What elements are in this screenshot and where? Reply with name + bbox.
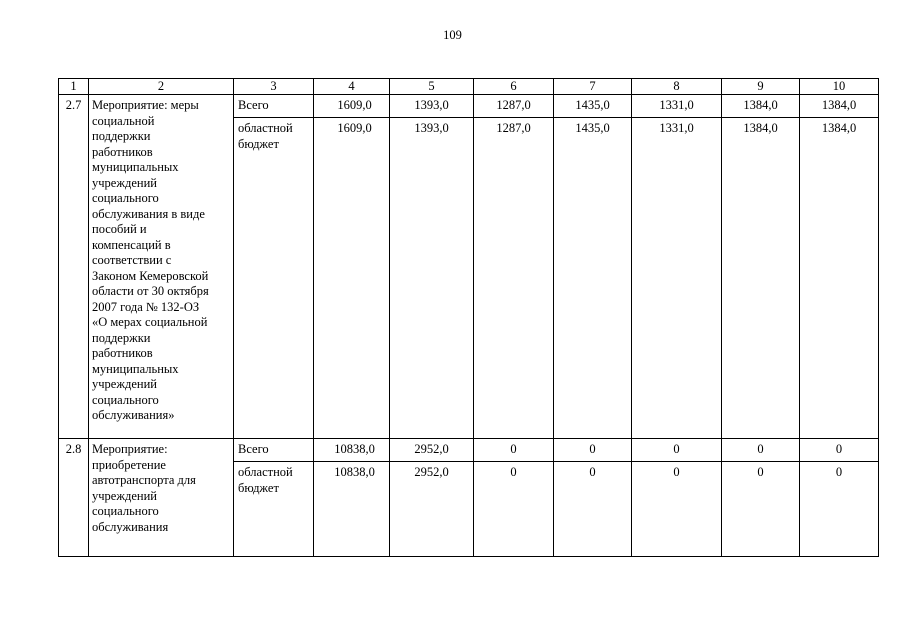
value-cell: 0	[632, 439, 722, 462]
description-line: муниципальных	[92, 361, 179, 376]
description-line: пособий и	[92, 222, 147, 236]
value-cell: 0	[554, 462, 632, 557]
column-header: 5	[390, 79, 474, 95]
value-cell: 0	[632, 462, 722, 557]
value-cell: 1384,0	[800, 118, 879, 439]
column-header: 3	[234, 79, 314, 95]
description-line: Законом Кемеровской	[92, 268, 209, 283]
value-cell: 1393,0	[390, 95, 474, 118]
value-cell: 0	[474, 462, 554, 557]
description-line: учреждений	[92, 488, 157, 503]
description-line: обслуживания	[92, 519, 169, 534]
row-number: 2.8	[59, 439, 89, 557]
funding-source-label: областной	[238, 465, 293, 479]
value-cell: 2952,0	[390, 462, 474, 557]
page-number: 109	[443, 28, 462, 42]
description-line: обслуживания»	[92, 408, 175, 422]
column-header: 4	[314, 79, 390, 95]
funding-source	[234, 118, 314, 439]
description-line: области от 30 октября	[92, 284, 209, 298]
description-line: социального	[92, 191, 159, 205]
column-header: 6	[474, 79, 554, 95]
description-line: 2007 года № 132-ОЗ	[92, 299, 200, 314]
description-line: соответствии с	[92, 253, 172, 267]
value-cell: 10838,0	[314, 439, 390, 462]
value-cell: 10838,0	[314, 462, 390, 557]
value-cell: 1609,0	[314, 95, 390, 118]
row-number: 2.7	[59, 95, 89, 439]
description-line: Мероприятие: меры	[92, 98, 199, 112]
value-cell: 1384,0	[722, 95, 800, 118]
description-line: социального	[92, 504, 159, 518]
funding-source	[234, 439, 314, 462]
value-cell: 1435,0	[554, 118, 632, 439]
funding-source-label: бюджет	[238, 136, 279, 151]
value-cell: 2952,0	[390, 439, 474, 462]
value-cell: 1435,0	[554, 95, 632, 118]
value-cell: 0	[722, 462, 800, 557]
measure-description	[89, 439, 234, 557]
description-line: «О мерах социальной	[92, 315, 208, 329]
description-line: компенсаций в	[92, 237, 171, 252]
value-cell: 1287,0	[474, 118, 554, 439]
description-line: социальной	[92, 113, 155, 128]
description-line: поддержки	[92, 129, 151, 143]
value-cell: 0	[800, 439, 879, 462]
description-line: социального	[92, 392, 159, 407]
description-line: работников	[92, 144, 153, 159]
description-line: работников	[92, 346, 153, 360]
value-cell: 1384,0	[800, 95, 879, 118]
column-header: 7	[554, 79, 632, 95]
funding-source-label: Всего	[238, 98, 269, 112]
value-cell: 1609,0	[314, 118, 390, 439]
measure-description	[89, 95, 234, 439]
column-header: 10	[800, 79, 879, 95]
funding-source-label: бюджет	[238, 480, 279, 495]
budget-table	[58, 78, 879, 557]
description-line: муниципальных	[92, 160, 179, 174]
description-line: учреждений	[92, 175, 157, 190]
column-header: 2	[89, 79, 234, 95]
value-cell: 0	[474, 439, 554, 462]
value-cell: 0	[722, 439, 800, 462]
value-cell: 1393,0	[390, 118, 474, 439]
funding-source-label: Всего	[238, 442, 269, 456]
column-header: 8	[632, 79, 722, 95]
description-line: обслуживания в виде	[92, 206, 205, 221]
description-line: поддержки	[92, 330, 151, 345]
value-cell: 0	[800, 462, 879, 557]
value-cell: 1331,0	[632, 118, 722, 439]
description-line: автотранспорта для	[92, 473, 196, 487]
funding-source-label: областной	[238, 121, 293, 135]
header-row	[59, 79, 879, 95]
funding-source	[234, 462, 314, 557]
value-cell: 1331,0	[632, 95, 722, 118]
column-header: 9	[722, 79, 800, 95]
table-row	[59, 439, 879, 462]
table-row	[59, 95, 879, 118]
value-cell: 0	[554, 439, 632, 462]
column-header: 1	[59, 79, 89, 95]
description-line: Мероприятие:	[92, 442, 168, 456]
value-cell: 1384,0	[722, 118, 800, 439]
funding-source	[234, 95, 314, 118]
description-line: учреждений	[92, 377, 157, 391]
description-line: приобретение	[92, 457, 166, 472]
value-cell: 1287,0	[474, 95, 554, 118]
